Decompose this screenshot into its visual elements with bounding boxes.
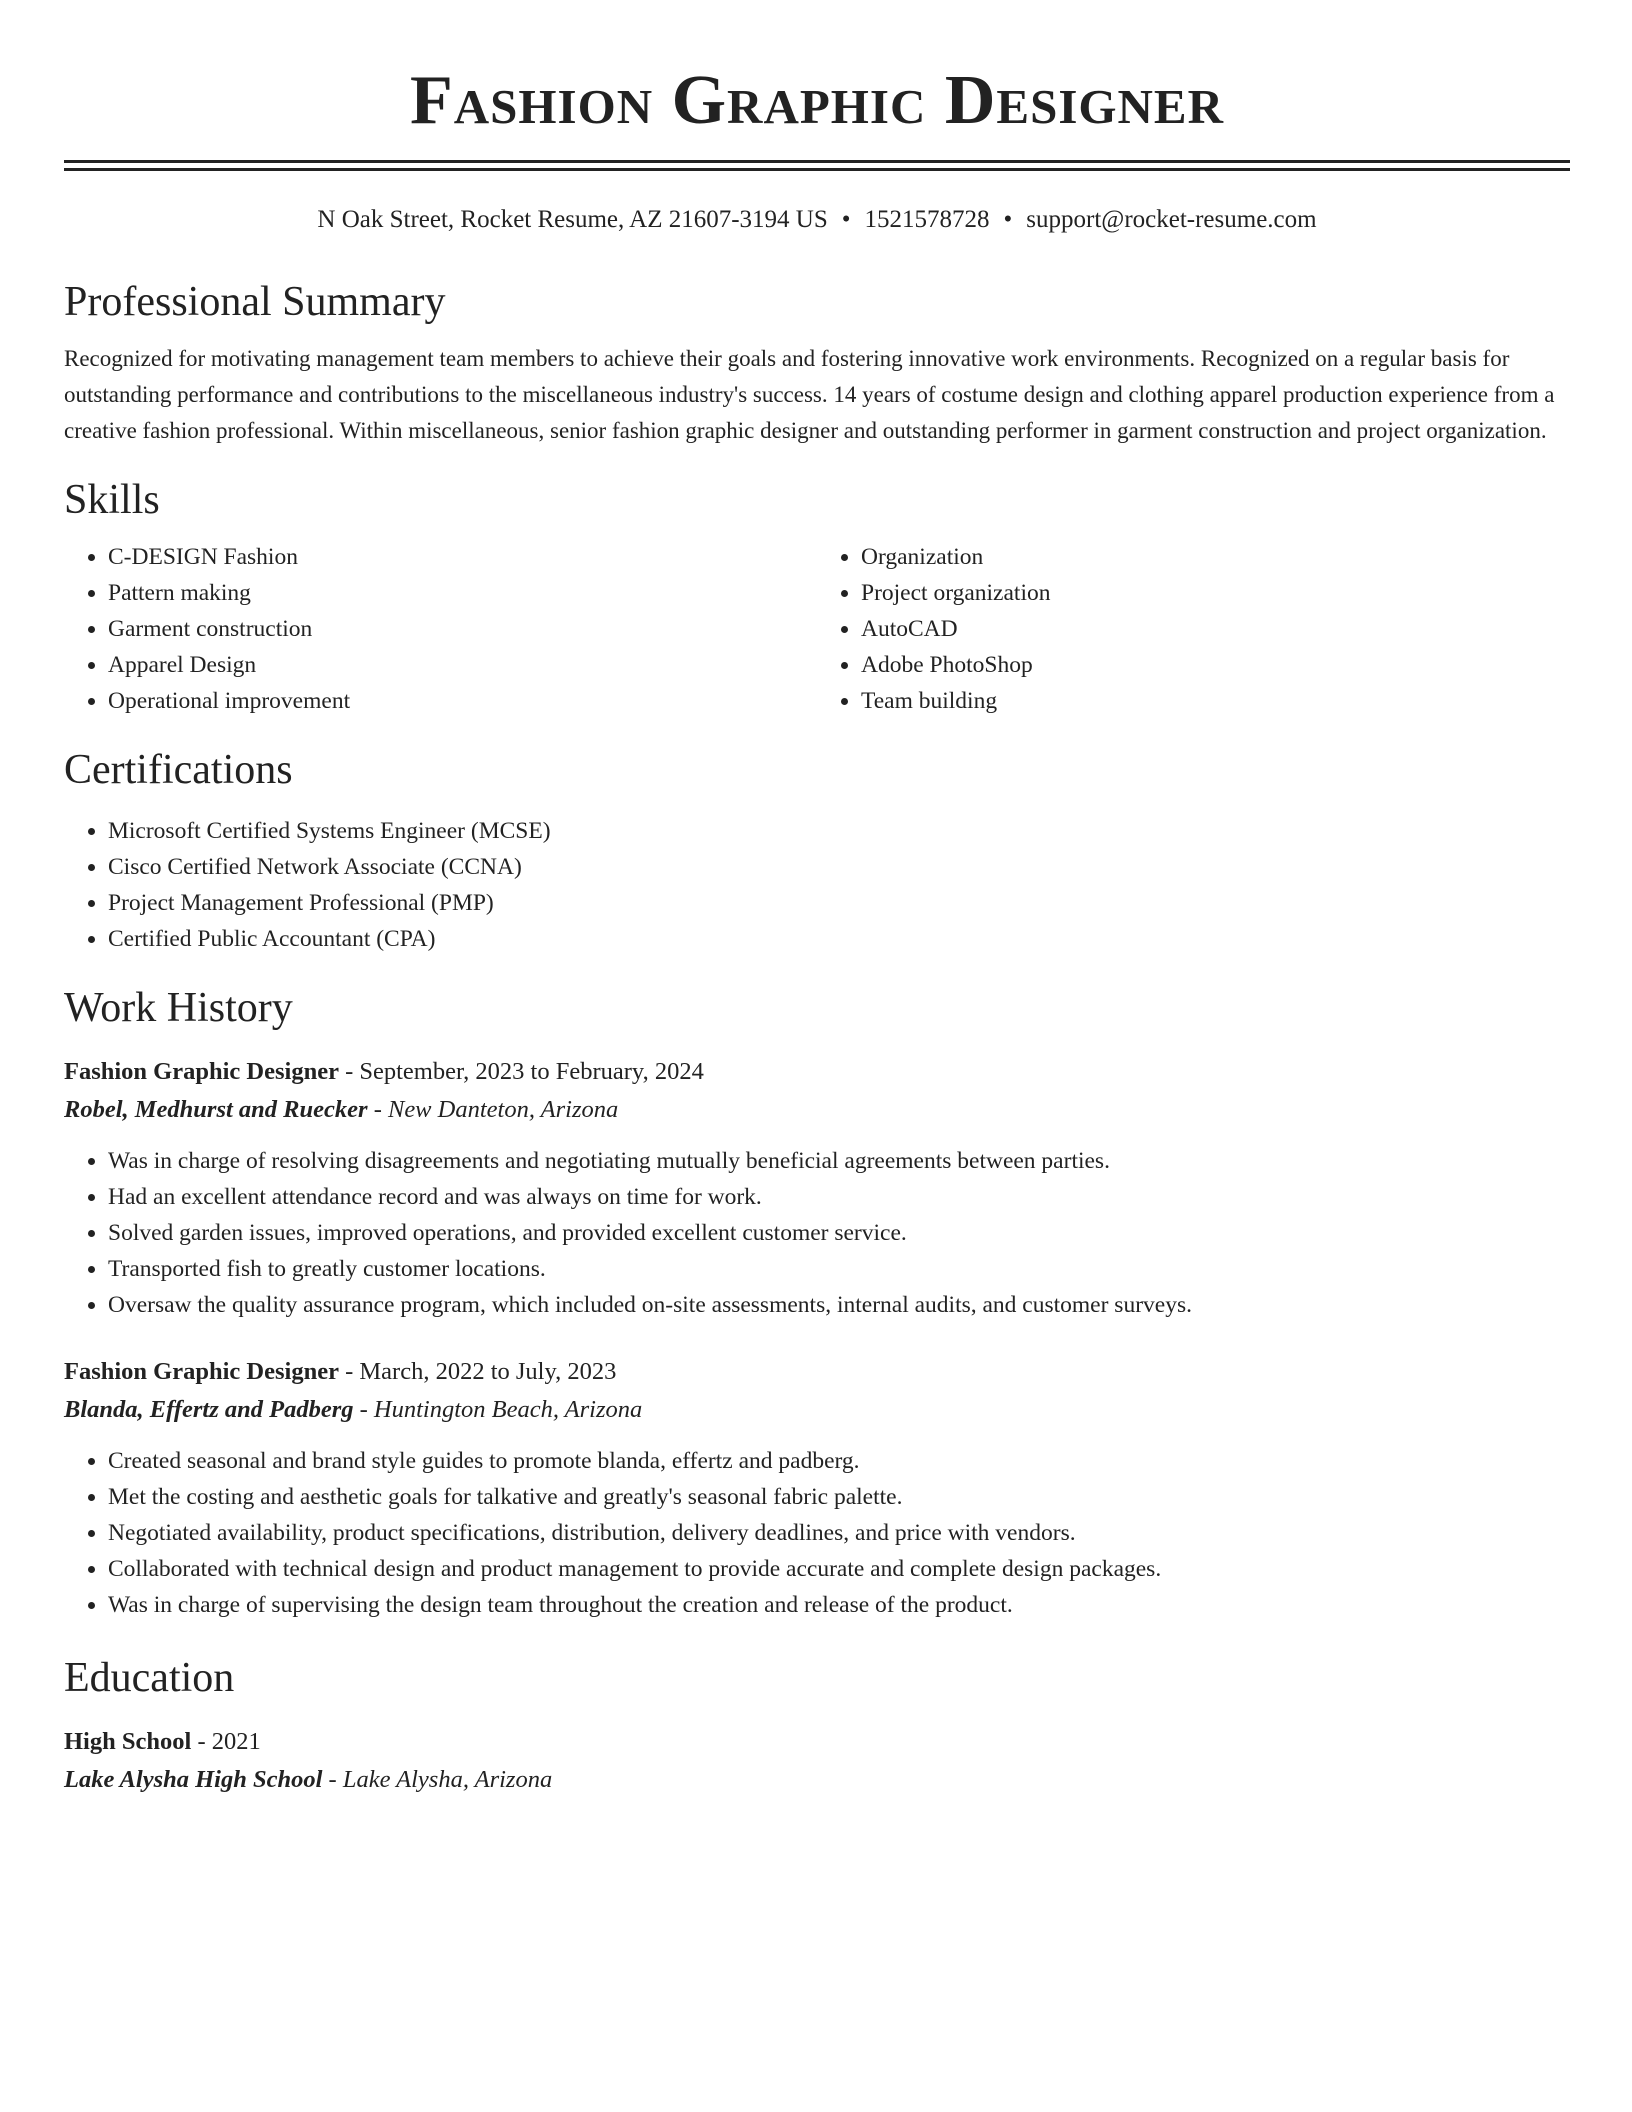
skill-item: • C-DESIGN Fashion bbox=[108, 539, 817, 575]
job-dates: - March, 2022 to July, 2023 bbox=[338, 1358, 617, 1385]
job-bullets bbox=[64, 1443, 1570, 1623]
education-school-line bbox=[64, 1761, 1570, 1799]
skills-list bbox=[64, 539, 1570, 719]
education-heading: Education bbox=[64, 1655, 235, 1701]
resume-name: Fashion Graphic Designer bbox=[410, 62, 1224, 139]
job-bullet: • Solved garden issues, improved operations, and provided excellent customer service. bbox=[108, 1215, 1570, 1251]
education-school: Lake Alysha High School bbox=[64, 1766, 323, 1793]
education-degree: High School bbox=[64, 1728, 192, 1755]
skill-item: • Apparel Design bbox=[108, 647, 817, 683]
education-location: - Lake Alysha, Arizona bbox=[322, 1766, 553, 1793]
job-location: - Huntington Beach, Arizona bbox=[353, 1396, 643, 1423]
job-bullet: • Had an excellent attendance record and was always on time for work. bbox=[108, 1179, 1570, 1215]
skill-item: • Garment construction bbox=[108, 611, 817, 647]
job-bullet: • Was in charge of supervising the design team throughout the creation and release of the product. bbox=[108, 1587, 1570, 1623]
work-history-heading: Work History bbox=[64, 985, 293, 1031]
education-degree-line bbox=[64, 1723, 1570, 1761]
job-dates: - September, 2023 to February, 2024 bbox=[338, 1058, 704, 1085]
contact-separator: • bbox=[1003, 206, 1013, 233]
job-entry bbox=[64, 1053, 1570, 1323]
contact-line bbox=[64, 203, 1570, 237]
skills-heading: Skills bbox=[64, 477, 160, 523]
certification-item: • Certified Public Accountant (CPA) bbox=[108, 921, 1570, 957]
skill-item: • Adobe PhotoShop bbox=[861, 647, 1570, 683]
resume-page bbox=[64, 56, 1570, 1799]
job-title: Fashion Graphic Designer bbox=[64, 1058, 339, 1085]
education-year: - 2021 bbox=[191, 1728, 261, 1755]
job-bullet: • Met the costing and aesthetic goals for talkative and greatly's seasonal fabric palette. bbox=[108, 1479, 1570, 1515]
job-title-line bbox=[64, 1353, 1570, 1391]
job-bullet: • Transported fish to greatly customer locations. bbox=[108, 1251, 1570, 1287]
certifications-heading: Certifications bbox=[64, 747, 293, 793]
job-location: - New Danteton, Arizona bbox=[367, 1096, 619, 1123]
job-entry bbox=[64, 1353, 1570, 1623]
contact-phone: 1521578728 bbox=[864, 206, 990, 233]
skill-item: • Pattern making bbox=[108, 575, 817, 611]
education-entry bbox=[64, 1723, 1570, 1799]
job-title: Fashion Graphic Designer bbox=[64, 1358, 339, 1385]
skill-item: • AutoCAD bbox=[861, 611, 1570, 647]
job-bullets bbox=[64, 1143, 1570, 1323]
job-company: Blanda, Effertz and Padberg bbox=[64, 1396, 354, 1423]
job-bullet: • Negotiated availability, product specifications, distribution, delivery deadlines, and price with vendors. bbox=[108, 1515, 1570, 1551]
summary-text: Recognized for motivating management team members to achieve their goals and fostering innovative work environments. Recognized on a regular basis for outstanding performance and contributions to the miscellaneous industry's success. 14 years of costume design and clothing apparel production experience from a creative fashion professional. Within miscellaneous, senior fashion graphic designer and outstanding performer in garment construction and project organization. bbox=[64, 346, 1555, 443]
contact-email[interactable]: support@rocket-resume.com bbox=[1026, 206, 1317, 233]
skill-item: • Organization bbox=[861, 539, 1570, 575]
skill-item: • Operational improvement bbox=[108, 683, 817, 719]
job-bullet: • Was in charge of resolving disagreements and negotiating mutually beneficial agreements between parties. bbox=[108, 1143, 1570, 1179]
job-company-line bbox=[64, 1391, 1570, 1429]
job-bullet: • Oversaw the quality assurance program, which included on-site assessments, internal audits, and customer surveys. bbox=[108, 1287, 1570, 1323]
job-company: Robel, Medhurst and Ruecker bbox=[64, 1096, 368, 1123]
title-divider bbox=[64, 160, 1570, 171]
summary-heading: Professional Summary bbox=[64, 279, 446, 325]
contact-separator: • bbox=[841, 206, 851, 233]
certification-item: • Cisco Certified Network Associate (CCNA) bbox=[108, 849, 1570, 885]
job-title-line bbox=[64, 1053, 1570, 1091]
skills-column-right bbox=[817, 539, 1570, 719]
skills-column-left bbox=[64, 539, 817, 719]
certifications-list bbox=[64, 813, 1570, 957]
skill-item: • Team building bbox=[861, 683, 1570, 719]
job-bullet: • Collaborated with technical design and product management to provide accurate and complete design packages. bbox=[108, 1551, 1570, 1587]
job-bullet: • Created seasonal and brand style guides to promote blanda, effertz and padberg. bbox=[108, 1443, 1570, 1479]
certification-item: • Microsoft Certified Systems Engineer (MCSE) bbox=[108, 813, 1570, 849]
job-company-line bbox=[64, 1091, 1570, 1129]
certification-item: • Project Management Professional (PMP) bbox=[108, 885, 1570, 921]
skill-item: • Project organization bbox=[861, 575, 1570, 611]
contact-address: N Oak Street, Rocket Resume, AZ 21607-3194 US bbox=[317, 206, 828, 233]
